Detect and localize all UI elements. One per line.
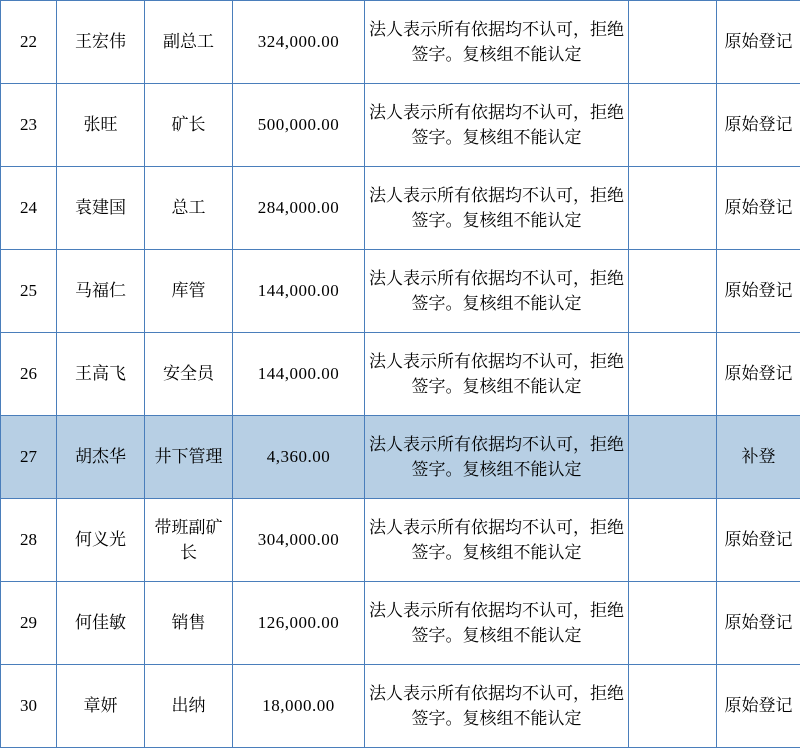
table-row [1,665,800,748]
cell-blank [629,499,717,582]
cell-name: 王宏伟 [57,1,145,84]
cell-index: 28 [1,499,57,582]
note-line-2: 签字。复核组不能认定 [369,623,624,649]
cell-amount: 4,360.00 [233,416,365,499]
cell-amount: 144,000.00 [233,333,365,416]
cell-name: 章妍 [57,665,145,748]
note-line-1: 法人表示所有依据均不认可，拒绝 [369,183,624,209]
cell-role: 矿长 [145,84,233,167]
note-line-1: 法人表示所有依据均不认可，拒绝 [369,681,624,707]
table-row [1,84,800,167]
cell-status: 原始登记 [717,167,800,250]
cell-index: 30 [1,665,57,748]
note-line-2: 签字。复核组不能认定 [369,125,624,151]
cell-role: 销售 [145,582,233,665]
cell-status: 原始登记 [717,1,800,84]
cell-blank [629,582,717,665]
cell-blank [629,1,717,84]
cell-role: 总工 [145,167,233,250]
note-line-1: 法人表示所有依据均不认可，拒绝 [369,598,624,624]
cell-role: 库管 [145,250,233,333]
cell-amount: 304,000.00 [233,499,365,582]
cell-amount: 18,000.00 [233,665,365,748]
cell-name: 马福仁 [57,250,145,333]
table-row [1,250,800,333]
cell-status: 原始登记 [717,582,800,665]
cell-note [365,250,629,333]
cell-status: 原始登记 [717,250,800,333]
cell-role: 出纳 [145,665,233,748]
cell-status: 原始登记 [717,333,800,416]
table-row [1,333,800,416]
cell-note [365,167,629,250]
cell-status: 原始登记 [717,499,800,582]
table-row [1,416,800,499]
cell-name: 张旺 [57,84,145,167]
cell-amount: 284,000.00 [233,167,365,250]
note-line-2: 签字。复核组不能认定 [369,208,624,234]
cell-blank [629,665,717,748]
cell-note [365,582,629,665]
cell-note [365,665,629,748]
cell-index: 26 [1,333,57,416]
cell-name: 袁建国 [57,167,145,250]
cell-name: 胡杰华 [57,416,145,499]
note-line-1: 法人表示所有依据均不认可，拒绝 [369,349,624,375]
cell-role: 带班副矿长 [145,499,233,582]
note-line-2: 签字。复核组不能认定 [369,42,624,68]
cell-name: 何佳敏 [57,582,145,665]
cell-blank [629,416,717,499]
cell-amount: 500,000.00 [233,84,365,167]
note-line-1: 法人表示所有依据均不认可，拒绝 [369,432,624,458]
cell-blank [629,84,717,167]
cell-status: 原始登记 [717,665,800,748]
cell-index: 25 [1,250,57,333]
cell-role: 井下管理 [145,416,233,499]
cell-note [365,416,629,499]
cell-name: 王高飞 [57,333,145,416]
note-line-1: 法人表示所有依据均不认可，拒绝 [369,515,624,541]
cell-role: 安全员 [145,333,233,416]
cell-name: 何义光 [57,499,145,582]
note-line-2: 签字。复核组不能认定 [369,457,624,483]
cell-note [365,1,629,84]
cell-index: 22 [1,1,57,84]
note-line-2: 签字。复核组不能认定 [369,706,624,732]
cell-amount: 144,000.00 [233,250,365,333]
cell-blank [629,167,717,250]
table-row [1,499,800,582]
note-line-1: 法人表示所有依据均不认可，拒绝 [369,17,624,43]
cell-index: 27 [1,416,57,499]
table-row [1,1,800,84]
note-line-2: 签字。复核组不能认定 [369,291,624,317]
table-row [1,167,800,250]
cell-blank [629,250,717,333]
cell-status: 原始登记 [717,84,800,167]
cell-index: 24 [1,167,57,250]
cell-index: 29 [1,582,57,665]
cell-index: 23 [1,84,57,167]
cell-blank [629,333,717,416]
cell-amount: 324,000.00 [233,1,365,84]
cell-note [365,84,629,167]
cell-note [365,499,629,582]
cell-note [365,333,629,416]
table-body [1,1,800,748]
cell-amount: 126,000.00 [233,582,365,665]
note-line-1: 法人表示所有依据均不认可，拒绝 [369,266,624,292]
cell-status: 补登 [717,416,800,499]
note-line-1: 法人表示所有依据均不认可，拒绝 [369,100,624,126]
note-line-2: 签字。复核组不能认定 [369,540,624,566]
note-line-2: 签字。复核组不能认定 [369,374,624,400]
cell-role: 副总工 [145,1,233,84]
table-row [1,582,800,665]
